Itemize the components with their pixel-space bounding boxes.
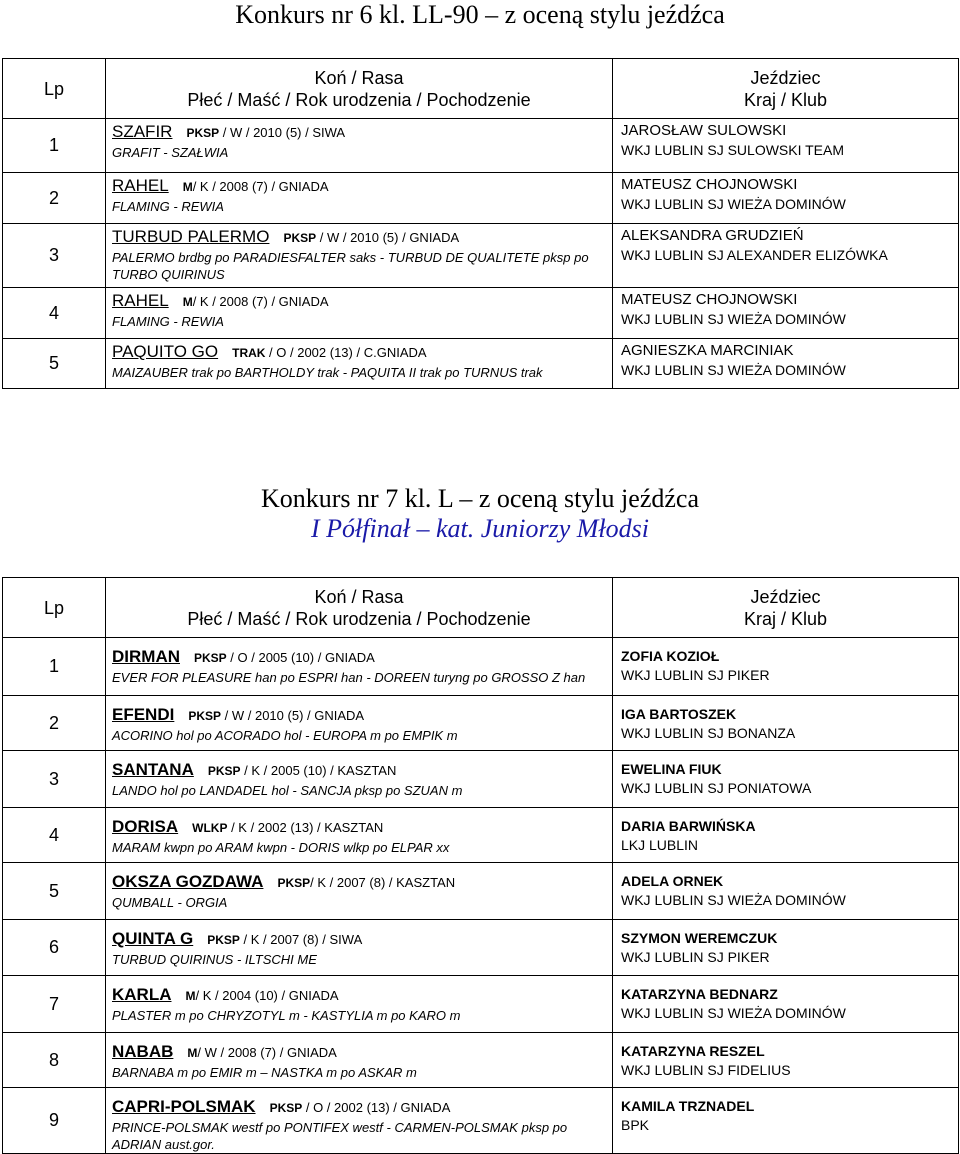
horse-cell bbox=[106, 1033, 613, 1088]
rider-club: WKJ LUBLIN SJ BONANZA bbox=[621, 725, 796, 741]
rider-cell bbox=[613, 339, 959, 389]
rider-cell bbox=[613, 808, 959, 863]
horse-name: QUINTA G bbox=[112, 929, 194, 948]
rider-name: ADELA ORNEK bbox=[621, 873, 724, 889]
horse-meta: PKSP / K / 2007 (8) / SIWA bbox=[207, 932, 363, 947]
rider-name: MATEUSZ CHOJNOWSKI bbox=[621, 291, 798, 308]
horse-name: CAPRI-POLSMAK bbox=[112, 1097, 256, 1116]
horse-cell bbox=[106, 288, 613, 339]
table-row bbox=[3, 976, 959, 1033]
horse-name: DORISA bbox=[112, 817, 179, 836]
horse-pedigree: MAIZAUBER trak po BARTHOLDY trak - PAQUITA II trak po TURNUS trak bbox=[112, 365, 543, 380]
horse-pedigree: FLAMING - REWIA bbox=[112, 314, 224, 329]
table-row bbox=[3, 119, 959, 173]
table-row bbox=[3, 638, 959, 696]
horse-pedigree: PLASTER m po CHRYZOTYL m - KASTYLIA m po KARO m bbox=[112, 1008, 461, 1023]
rider-club: WKJ LUBLIN SJ SULOWSKI TEAM bbox=[621, 142, 845, 158]
row-number: 8 bbox=[3, 1033, 106, 1088]
rider-club: WKJ LUBLIN SJ WIEŻA DOMINÓW bbox=[621, 311, 846, 327]
horse-name: SANTANA bbox=[112, 760, 194, 779]
horse-pedigree: MARAM kwpn po ARAM kwpn - DORIS wlkp po ELPAR xx bbox=[112, 840, 450, 855]
table-row bbox=[3, 1088, 959, 1154]
horse-pedigree: BARNABA m po EMIR m – NASTKA m po ASKAR m bbox=[112, 1065, 417, 1080]
table-row bbox=[3, 1033, 959, 1088]
rider-name: KATARZYNA RESZEL bbox=[621, 1043, 765, 1059]
horse-name: EFENDI bbox=[112, 705, 175, 724]
table-row bbox=[3, 751, 959, 808]
horse-pedigree: PALERMO brdbg po PARADIESFALTER saks - TURBUD DE QUALITETE pksp po TURBO QUIRINUS bbox=[112, 250, 589, 282]
horse-cell bbox=[106, 224, 613, 288]
rider-name: ZOFIA KOZIOŁ bbox=[621, 648, 720, 664]
rider-club: BPK bbox=[621, 1117, 650, 1133]
rider-cell bbox=[613, 638, 959, 696]
horse-cell bbox=[106, 751, 613, 808]
rider-club: WKJ LUBLIN SJ PONIATOWA bbox=[621, 780, 812, 796]
horse-name: NABAB bbox=[112, 1042, 174, 1061]
horse-name: RAHEL bbox=[112, 176, 169, 195]
row-number: 5 bbox=[3, 863, 106, 920]
horse-cell bbox=[106, 339, 613, 389]
lp-header: Lp bbox=[3, 578, 106, 638]
horse-pedigree: TURBUD QUIRINUS - ILTSCHI ME bbox=[112, 952, 317, 967]
horse-pedigree: EVER FOR PLEASURE han po ESPRI han - DOREEN turyng po GROSSO Z han bbox=[112, 670, 586, 685]
rider-cell bbox=[613, 920, 959, 976]
rider-name: KAMILA TRZNADEL bbox=[621, 1098, 755, 1114]
horse-name: DIRMAN bbox=[112, 647, 180, 666]
row-number: 3 bbox=[3, 224, 106, 288]
horse-meta: PKSP / K / 2005 (10) / KASZTAN bbox=[207, 763, 397, 778]
horse-cell bbox=[106, 696, 613, 751]
rider-cell bbox=[613, 173, 959, 224]
rider-header: Jeździec Kraj / Klub bbox=[613, 59, 959, 119]
horse-meta: M/ K / 2004 (10) / GNIADA bbox=[185, 988, 339, 1003]
horse-meta: WLKP / K / 2002 (13) / KASZTAN bbox=[192, 820, 384, 835]
row-number: 9 bbox=[3, 1088, 106, 1154]
rider-cell bbox=[613, 1033, 959, 1088]
contest2-title: Konkurs nr 7 kl. L – z oceną stylu jeźdźca bbox=[260, 484, 699, 513]
rider-cell bbox=[613, 751, 959, 808]
horse-meta: PKSP / W / 2010 (5) / SIWA bbox=[186, 125, 346, 140]
contest2-table bbox=[2, 577, 959, 1154]
row-number: 2 bbox=[3, 173, 106, 224]
horse-cell bbox=[106, 976, 613, 1033]
horse-pedigree: FLAMING - REWIA bbox=[112, 199, 224, 214]
rider-name: ALEKSANDRA GRUDZIEŃ bbox=[621, 227, 804, 244]
contest2-subtitle: I Półfinał – kat. Juniorzy Młodsi bbox=[311, 514, 649, 543]
rider-cell bbox=[613, 1088, 959, 1154]
horse-pedigree: GRAFIT - SZAŁWIA bbox=[112, 145, 229, 160]
horse-cell bbox=[106, 119, 613, 173]
horse-name: OKSZA GOZDAWA bbox=[112, 872, 264, 891]
horse-name: PAQUITO GO bbox=[112, 342, 219, 361]
rider-cell bbox=[613, 288, 959, 339]
rider-club: WKJ LUBLIN SJ WIEŻA DOMINÓW bbox=[621, 1005, 846, 1021]
rider-name: EWELINA FIUK bbox=[621, 761, 722, 777]
table-row bbox=[3, 808, 959, 863]
horse-cell bbox=[106, 920, 613, 976]
rider-club: WKJ LUBLIN SJ ALEXANDER ELIZÓWKA bbox=[621, 247, 888, 263]
rider-name: MATEUSZ CHOJNOWSKI bbox=[621, 176, 798, 193]
table-row bbox=[3, 339, 959, 389]
horse-pedigree: QUMBALL - ORGIA bbox=[112, 895, 228, 910]
rider-header: Jeździec Kraj / Klub bbox=[613, 578, 959, 638]
rider-name: JAROSŁAW SULOWSKI bbox=[621, 122, 787, 139]
rider-name: DARIA BARWIŃSKA bbox=[621, 818, 756, 834]
horse-cell bbox=[106, 173, 613, 224]
lp-header: Lp bbox=[3, 59, 106, 119]
horse-meta: M/ K / 2008 (7) / GNIADA bbox=[182, 294, 329, 309]
horse-meta: M/ W / 2008 (7) / GNIADA bbox=[187, 1045, 337, 1060]
horse-meta: TRAK / O / 2002 (13) / C.GNIADA bbox=[232, 345, 427, 360]
table-row bbox=[3, 920, 959, 976]
rider-name: SZYMON WEREMCZUK bbox=[621, 930, 778, 946]
row-number: 3 bbox=[3, 751, 106, 808]
rider-name: AGNIESZKA MARCINIAK bbox=[621, 342, 794, 359]
table-row bbox=[3, 696, 959, 751]
row-number: 6 bbox=[3, 920, 106, 976]
rider-cell bbox=[613, 224, 959, 288]
rider-club: WKJ LUBLIN SJ WIEŻA DOMINÓW bbox=[621, 196, 846, 212]
rider-cell bbox=[613, 863, 959, 920]
rider-club: WKJ LUBLIN SJ WIEŻA DOMINÓW bbox=[621, 892, 846, 908]
contest1-title: Konkurs nr 6 kl. LL-90 – z oceną stylu jeźdźca bbox=[235, 0, 725, 29]
horse-header: Koń / Rasa Płeć / Maść / Rok urodzenia / Pochodzenie bbox=[106, 59, 613, 119]
table-row bbox=[3, 173, 959, 224]
horse-meta: PKSP / W / 2010 (5) / GNIADA bbox=[283, 230, 460, 245]
row-number: 1 bbox=[3, 119, 106, 173]
rider-cell bbox=[613, 976, 959, 1033]
rider-cell bbox=[613, 696, 959, 751]
rider-name: IGA BARTOSZEK bbox=[621, 706, 737, 722]
table-row bbox=[3, 224, 959, 288]
horse-cell bbox=[106, 863, 613, 920]
horse-cell bbox=[106, 808, 613, 863]
horse-cell bbox=[106, 1088, 613, 1154]
row-number: 4 bbox=[3, 808, 106, 863]
horse-pedigree: LANDO hol po LANDADEL hol - SANCJA pksp po SZUAN m bbox=[112, 783, 463, 798]
rider-club: WKJ LUBLIN SJ PIKER bbox=[621, 667, 770, 683]
rider-name: KATARZYNA BEDNARZ bbox=[621, 986, 778, 1002]
row-number: 4 bbox=[3, 288, 106, 339]
rider-club: WKJ LUBLIN SJ PIKER bbox=[621, 949, 770, 965]
horse-cell bbox=[106, 638, 613, 696]
row-number: 1 bbox=[3, 638, 106, 696]
rider-club: WKJ LUBLIN SJ WIEŻA DOMINÓW bbox=[621, 362, 846, 378]
horse-name: TURBUD PALERMO bbox=[112, 227, 270, 246]
row-number: 5 bbox=[3, 339, 106, 389]
horse-meta: PKSP / W / 2010 (5) / GNIADA bbox=[188, 708, 365, 723]
contest1-table bbox=[2, 58, 959, 389]
horse-meta: PKSP/ K / 2007 (8) / KASZTAN bbox=[277, 875, 456, 890]
horse-pedigree: ACORINO hol po ACORADO hol - EUROPA m po EMPIK m bbox=[112, 728, 458, 743]
horse-name: SZAFIR bbox=[112, 122, 173, 141]
horse-header: Koń / Rasa Płeć / Maść / Rok urodzenia / Pochodzenie bbox=[106, 578, 613, 638]
horse-name: RAHEL bbox=[112, 291, 169, 310]
table-row bbox=[3, 288, 959, 339]
row-number: 2 bbox=[3, 696, 106, 751]
row-number: 7 bbox=[3, 976, 106, 1033]
table-row bbox=[3, 863, 959, 920]
rider-club: WKJ LUBLIN SJ FIDELIUS bbox=[621, 1062, 791, 1078]
horse-pedigree: PRINCE-POLSMAK westf po PONTIFEX westf - CARMEN-POLSMAK pksp po ADRIAN aust.gor. bbox=[112, 1120, 568, 1152]
horse-meta: PKSP / O / 2005 (10) / GNIADA bbox=[194, 650, 375, 665]
horse-meta: PKSP / O / 2002 (13) / GNIADA bbox=[269, 1100, 451, 1115]
horse-meta: M/ K / 2008 (7) / GNIADA bbox=[182, 179, 329, 194]
rider-cell bbox=[613, 119, 959, 173]
rider-club: LKJ LUBLIN bbox=[621, 837, 699, 853]
horse-name: KARLA bbox=[112, 985, 172, 1004]
